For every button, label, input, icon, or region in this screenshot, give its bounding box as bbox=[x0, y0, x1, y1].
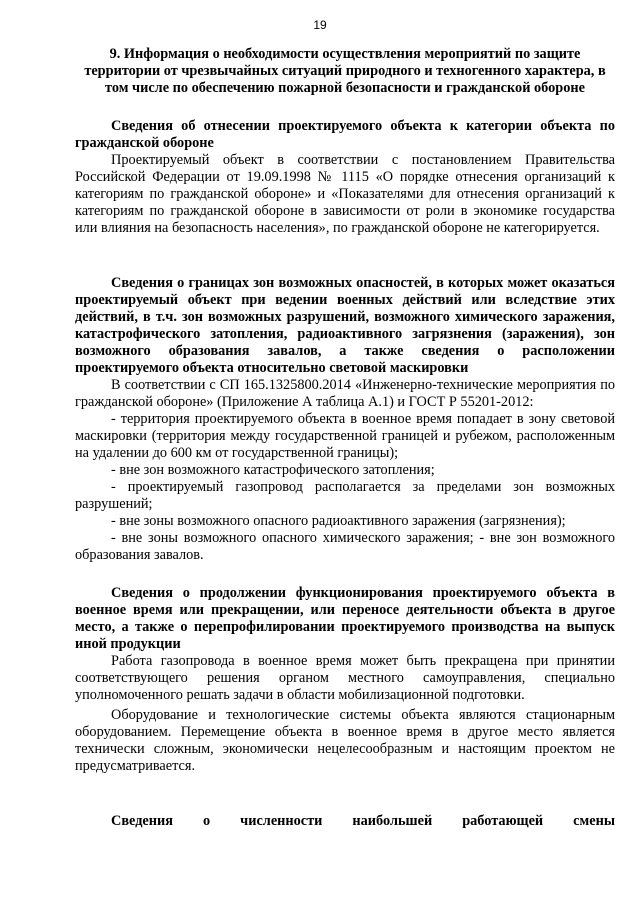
list-item: - вне зоны возможного опасного радиоактивного заражения (загрязнения); bbox=[111, 513, 566, 529]
block3-heading: Сведения о продолжении функционирования проектируемого объекта в военное время или прекращении, или переносе деятельности объекта в другое место, а также о перепрофилировании проектируемого производства на выпуск иной продукции bbox=[75, 585, 615, 652]
block2-intro: В соответствии с СП 165.1325800.2014 «Инженерно-технические мероприятия по гражданской обороне» (Приложение А таблица А.1) и ГОСТ Р 55201-2012: bbox=[75, 377, 615, 410]
list-item: - вне зон возможного катастрофического затопления; bbox=[111, 462, 435, 478]
block3-paragraph: Работа газопровода в военное время может быть прекращена при принятии соответствующего решения органом местного самоуправления, специально уполномоченного решать задачи в области мобилизационной подготовки. bbox=[75, 653, 615, 703]
block1-text: Проектируемый объект в соответствии с постановлением Правительства Российской Федерации от 19.09.1998 № 1115 «О порядке отнесения организаций к категориям по гражданской обороне» и «Показателями для отнесения организаций к категориям по гражданской обороне в зависимости от роли в экономике государства или влияния на безопасность населения», по гражданской обороне не категорируется. bbox=[75, 152, 615, 236]
block2-heading: Сведения о границах зон возможных опасностей, в которых может оказаться проектируемый объект при ведении военных действий или вследствие этих действий, в т.ч. зон возможных разрушений, возможного химического заражения, катастрофического затопления, радиоактивного загрязнения (заражения), зон возможного образования завалов, а также сведения о расположении проектируемого объекта относительно световой маскировки bbox=[75, 275, 615, 376]
block1-heading: Сведения об отнесении проектируемого объекта к категории объекта по гражданской обороне bbox=[75, 118, 615, 151]
list-item: - территория проектируемого объекта в военное время попадает в зону световой маскировки (территория между государственной границей и рубежом, расположенным на удалении до 600 км от государственной границы); bbox=[75, 411, 615, 461]
section-title: 9. Информация о необходимости осуществления мероприятий по защите территории от чрезвычайных ситуаций природного и техногенного характера, в том числе по обеспечению пожарной безопасности и гражданской обороне bbox=[84, 46, 606, 96]
block4-heading: Сведения о численности наибольшей работающей смены bbox=[111, 813, 615, 829]
list-item: - проектируемый газопровод располагается за пределами зон возможных разрушений; bbox=[75, 479, 615, 512]
page-number: 19 bbox=[313, 18, 327, 32]
list-item: - вне зоны возможного опасного химического заражения; - вне зон возможного образования завалов. bbox=[75, 530, 615, 563]
page-content bbox=[75, 46, 615, 830]
block3-paragraph: Оборудование и технологические системы объекта являются стационарным оборудованием. Перемещение объекта в военное время в другое место является технически сложным, экономически нецелесообразным и настоящим проектом не предусматривается. bbox=[75, 707, 615, 774]
